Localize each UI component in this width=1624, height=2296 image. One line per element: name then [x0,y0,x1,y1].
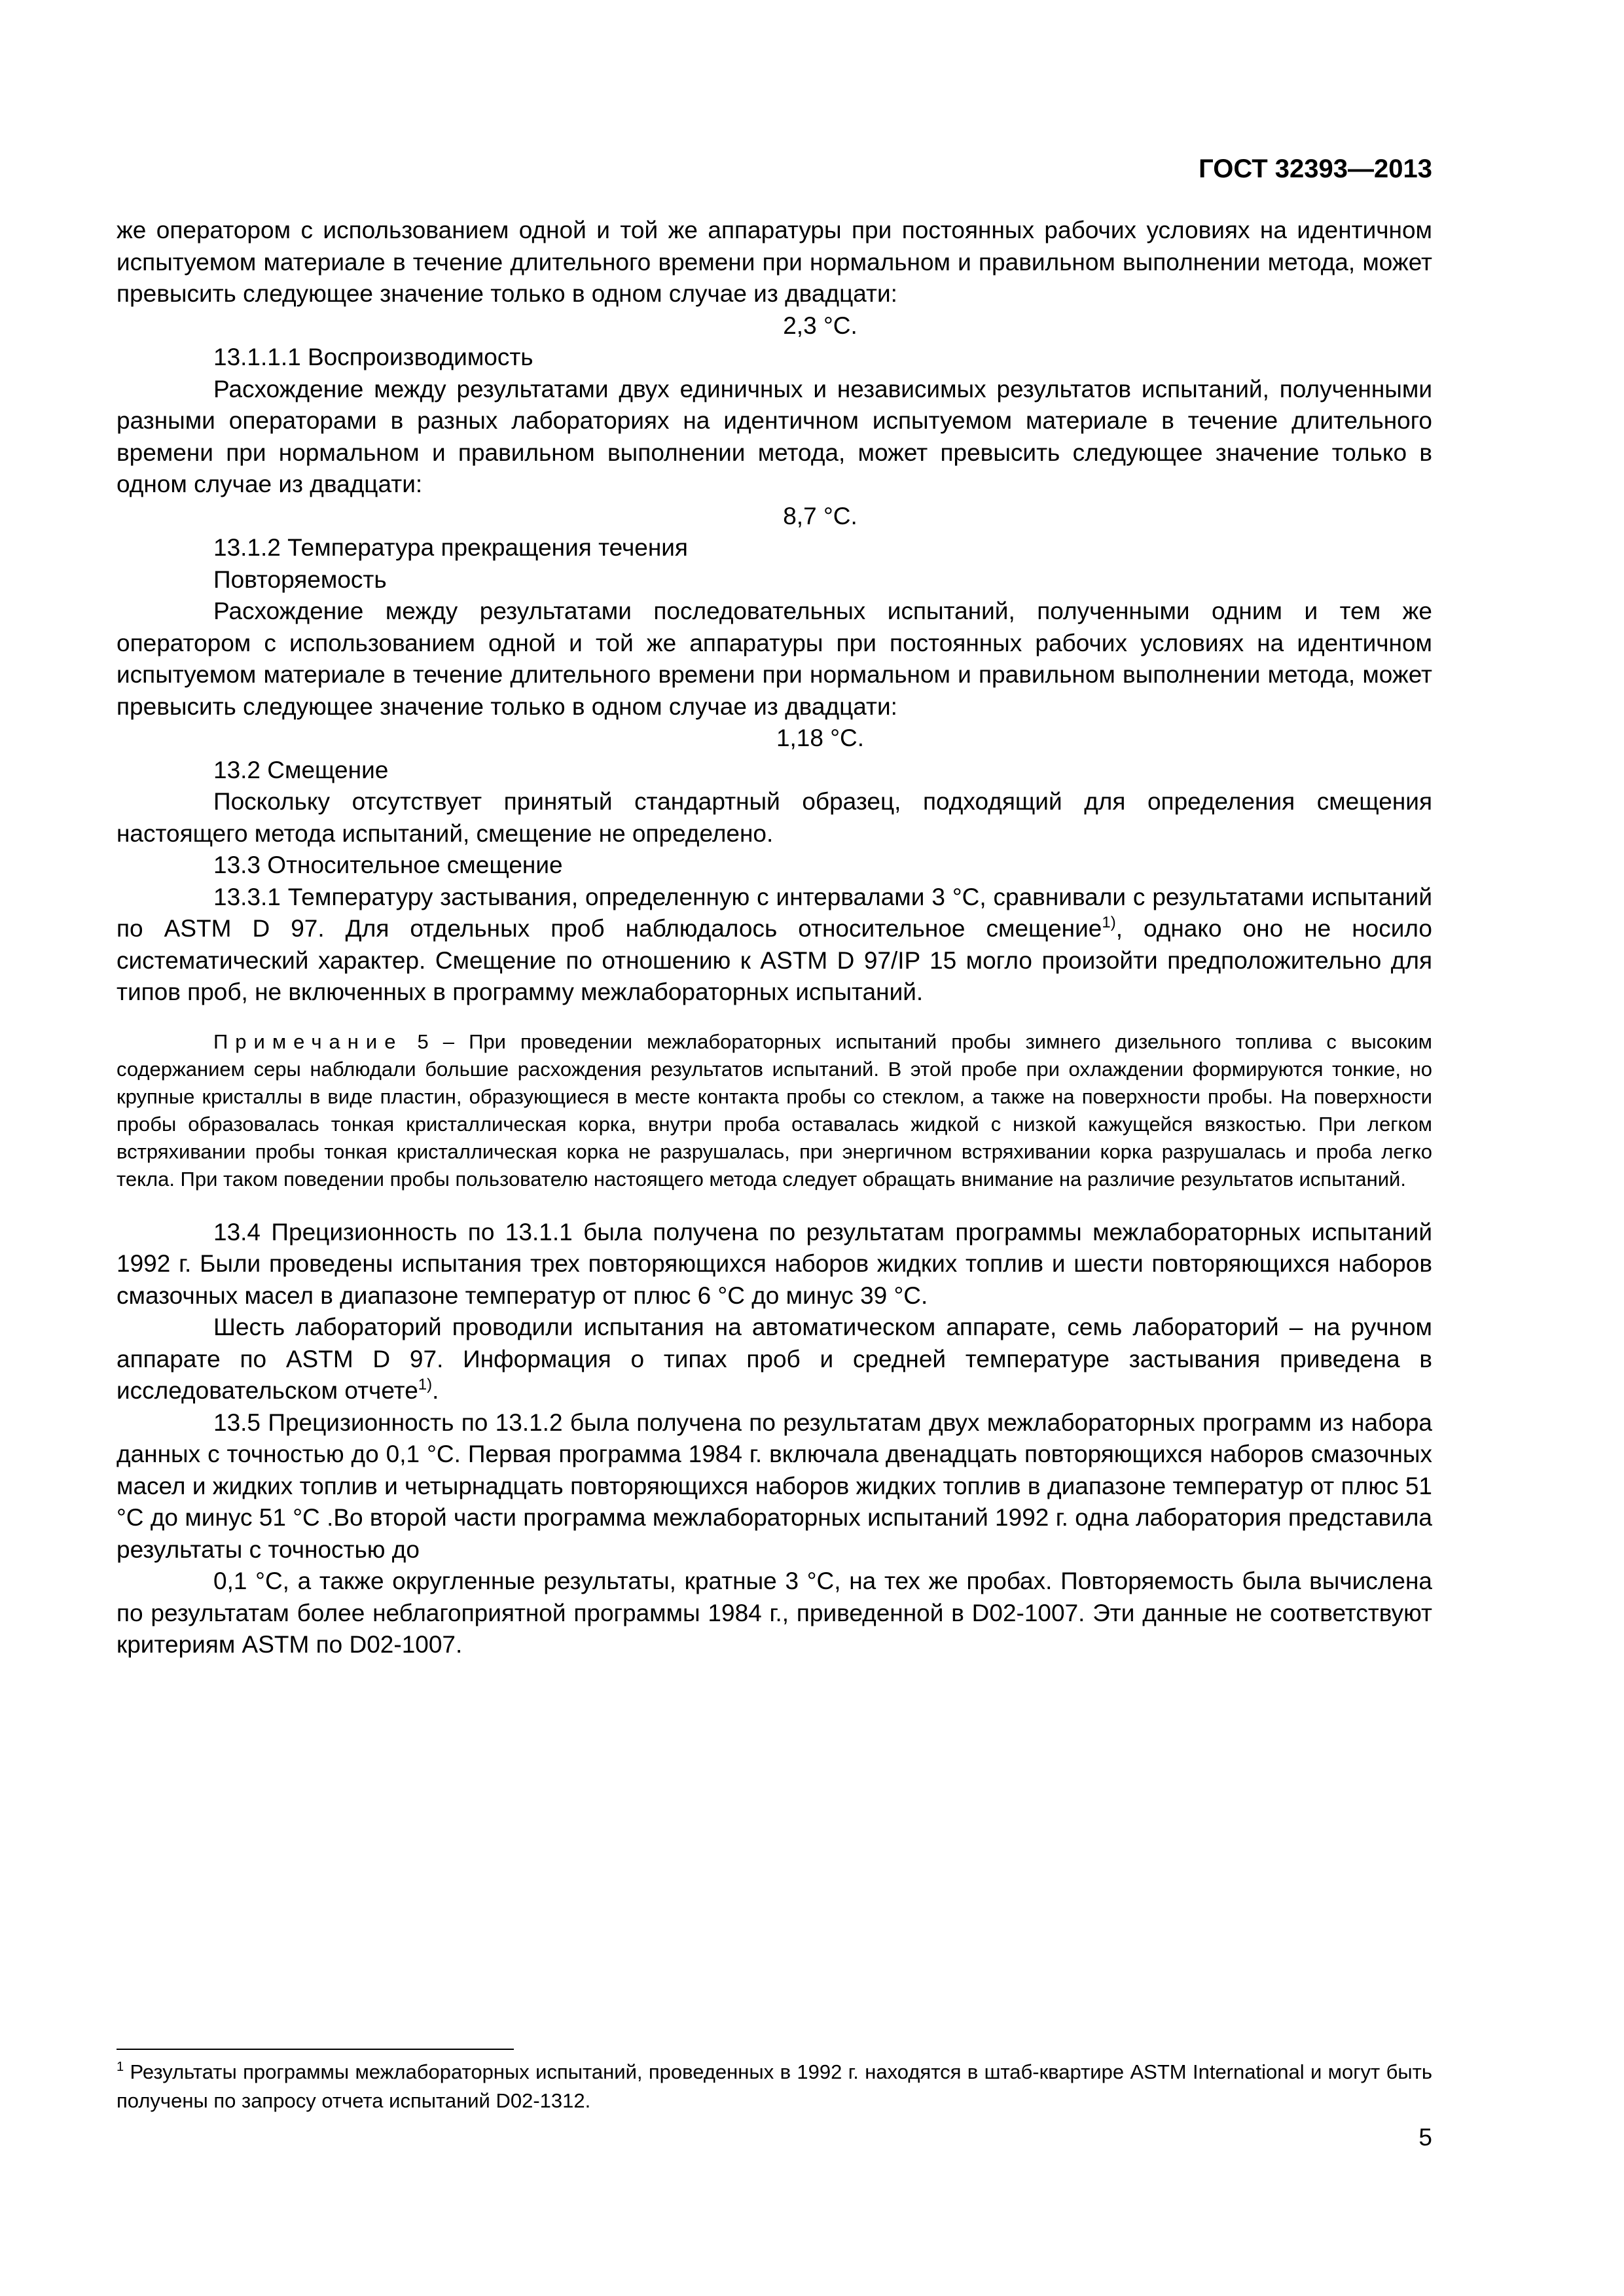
main-text [117,215,1432,1661]
paragraph-13-5: 13.5 Прецизионность по 13.1.2 была получена по результатам двух межлабораторных программ из набора данных с точностью до 0,1 °С. Первая программа 1984 г. включала двенадцать повторяющихся наборов смазочных масел и жидких топлив и четырнадцать повторяющихся наборов жидких топлив в диапазоне температур от плюс 51 °С до минус 51 °С .Во второй части программа межлабораторных испытаний 1992 г. одна лаборатория представила результаты с точностью до [117,1408,1432,1563]
footnote-marker: 1 [117,2060,124,2074]
document-code-header: ГОСТ 32393—2013 [1199,154,1432,183]
heading-13-3: 13.3 Относительное смещение [213,852,563,878]
paragraph-labs-text-end: . [432,1377,439,1404]
paragraph-flow-repeatability: Расхождение между результатами последовательных испытаний, полученными одним и тем же оператором с использованием одной и той же аппаратуры при постоянных рабочих условиях на идентичном испытуемом материале в течение длительного времени при нормальном и правильном выполнении метода, может превысить следующее значение только в одном случае из двадцати: [117,598,1432,720]
heading-13-1-2: 13.1.2 Температура прекращения течения [213,534,688,561]
paragraph-13-3-1-text: 13.3.1 Температуру застывания, определенную с интервалами 3 °С, сравнивали с результатами испытаний по ASTM D 97. Для отдельных проб наблюдалось относительное смещение [117,883,1432,942]
footnote-ref: 1) [1102,914,1116,931]
footnote-text: Результаты программы межлабораторных испытаний, проведенных в 1992 г. находятся в штаб-квартире ASTM International и могут быть получены по запросу отчета испытаний D02-1312. [117,2060,1432,2112]
paragraph-reproducibility: Расхождение между результатами двух единичных и независимых результатов испытаний, полученными разными операторами в разных лабораториях на идентичном испытуемом материале в течение длительного времени при нормальном и правильном выполнении метода, может превысить следующее значение только в одном случае из двадцати: [117,375,1432,497]
footnote-divider [117,2049,514,2050]
paragraph-13-3-1-text-end: , однако оно не носило систематический характер. Смещение по отношению к ASTM D 97/IP 15 могло произойти предположительно для типов проб, не включенных в программу межлабораторных испытаний. [117,915,1433,1005]
flow-repeatability-value: 1,18 °С. [776,725,865,751]
page-number: 5 [1418,2124,1432,2151]
note-label: Примечание [213,1030,403,1053]
repeatability-value: 2,3 °С. [783,312,857,339]
note-text: 5 – При проведении межлабораторных испытаний пробы зимнего дизельного топлива с высоким содержанием серы наблюдали большие расхождения результатов испытаний. В этой пробе при охлаждении формируются тонкие, но крупные кристаллы в виде пластин, образующиеся в месте контакта пробы со стеклом, а также на поверхности пробы. На поверхности пробы образовалась тонкая кристаллическая корка, внутри проба оставалась жидкой с низкой кажущейся вязкостью. При легком встряхивании пробы тонкая кристаллическая корка не разрушалась, при энергичном встряхивании корка разрушалась и проба легко текла. При таком поведении пробы пользователю настоящего метода следует обращать внимание на различие результатов испытаний. [117,1030,1432,1191]
paragraph-bias: Поскольку отсутствует принятый стандартный образец, подходящий для определения смещения настоящего метода испытаний, смещение не определено. [117,788,1432,847]
paragraph-13-4: 13.4 Прецизионность по 13.1.1 была получена по результатам программы межлабораторных испытаний 1992 г. Были проведены испытания трех повторяющихся наборов жидких топлив и шести повторяющихся наборов смазочных масел в диапазоне температур от плюс 6 °С до минус 39 °С. [117,1218,1432,1309]
note-5 [117,1028,1432,1193]
paragraph-labs [117,1312,1432,1407]
heading-repeatability: Повторяемость [213,565,387,593]
heading-13-2: 13.2 Смещение [213,756,389,783]
heading-13-1-1-1: 13.1.1.1 Воспроизводимость [213,344,533,370]
paragraph-repeatability-cont: же оператором с использованием одной и той же аппаратуры при постоянных рабочих условиях на идентичном испытуемом материале в течение длительного времени при нормальном и правильном выполнении метода, может превысить следующее значение только в одном случае из двадцати: [117,217,1432,307]
footnote [117,2058,1432,2115]
paragraph-13-3-1 [117,882,1432,1009]
document-page [117,0,1432,2296]
paragraph-13-5-cont: 0,1 °С, а также округленные результаты, кратные 3 °С, на тех же пробах. Повторяемость была вычислена по результатам более неблагоприятной программы 1984 г., приведенной в D02-1007. Эти данные не соответствуют критериям ASTM по D02-1007. [117,1568,1432,1658]
footnote-ref: 1) [418,1376,433,1393]
paragraph-labs-text: Шесть лабораторий проводили испытания на автоматическом аппарате, семь лабораторий – на ручном аппарате по ASTM D 97. Информация о типах проб и средней температуре застывания приведена в исследовательском отчете [117,1314,1432,1404]
reproducibility-value: 8,7 °С. [783,502,857,529]
